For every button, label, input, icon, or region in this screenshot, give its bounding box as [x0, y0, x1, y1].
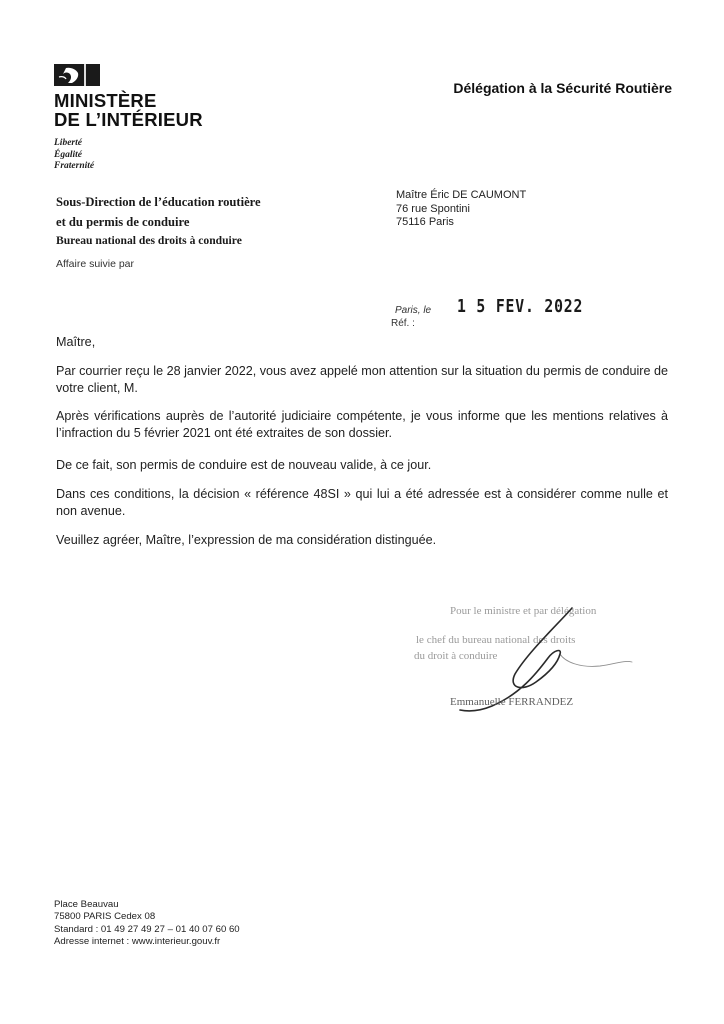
- signature-line-3: du droit à conduire: [414, 650, 498, 662]
- republic-motto: [54, 138, 94, 173]
- paragraph-2-text: Après vérifications auprès de l’autorité judiciaire compétente, je vous informe que les mentions relatives à l’infraction du 5 février 2021 ont été extraites de son dossier.: [56, 409, 668, 440]
- footer-line-3: Standard : 01 49 27 49 27 – 01 40 07 60 60: [54, 923, 240, 935]
- paragraph-1: [56, 363, 668, 396]
- sender-line-1: Sous-Direction de l’éducation routière: [56, 195, 261, 209]
- motto-liberte: Liberté: [54, 138, 82, 148]
- footer-address: [54, 899, 240, 948]
- salutation: [56, 334, 668, 351]
- sender-department: [56, 192, 261, 250]
- recipient-name: Maître Éric DE CAUMONT: [396, 189, 527, 201]
- salutation-text: Maître,: [56, 335, 96, 349]
- ministry-name: [54, 91, 203, 129]
- ministry-line-1: MINISTÈRE: [54, 90, 157, 111]
- footer-line-4: Adresse internet : www.interieur.gouv.fr: [54, 935, 221, 947]
- motto-fraternite: Fraternité: [54, 161, 95, 171]
- ministry-line-2: DE L’INTÉRIEUR: [54, 109, 203, 130]
- date-city-label: Paris, le: [395, 305, 432, 316]
- footer-line-2: 75800 PARIS Cedex 08: [54, 911, 156, 923]
- sender-line-3: Bureau national des droits à conduire: [56, 234, 242, 247]
- closing-text: Veuillez agréer, Maître, l’expression de ma considération distinguée.: [56, 533, 437, 547]
- paragraph-1-text: Par courrier reçu le 28 janvier 2022, vous avez appelé mon attention sur la situation du permis de conduire de votre client, M.: [56, 364, 668, 395]
- signature-line-2: le chef du bureau national des droits: [416, 634, 576, 646]
- delegation-title: Délégation à la Sécurité Routière: [453, 80, 672, 96]
- paragraph-2: [56, 408, 668, 441]
- date-stamp: 1 5 FEV. 2022: [457, 296, 584, 317]
- recipient-city: 75116 Paris: [396, 216, 454, 229]
- paragraph-3: [56, 457, 668, 474]
- motto-egalite: Égalité: [54, 149, 82, 160]
- sender-line-2: et du permis de conduire: [56, 215, 190, 229]
- paragraph-3-text: De ce fait, son permis de conduire est de nouveau valide, à ce jour.: [56, 458, 432, 472]
- reference-label: Réf. :: [391, 318, 415, 329]
- paragraph-closing: [56, 532, 668, 549]
- paragraph-4: [56, 486, 668, 519]
- paragraph-4-text: Dans ces conditions, la décision « référence 48SI » qui lui a été adressée est à considérer comme nulle et non avenue.: [56, 487, 668, 518]
- affaire-suivie-label: Affaire suivie par: [56, 258, 135, 270]
- marianne-logo-icon: [54, 64, 100, 86]
- recipient-street: 76 rue Spontini: [396, 202, 470, 215]
- signature-block: [410, 592, 650, 722]
- signature-line-1: Pour le ministre et par délégation: [450, 605, 597, 617]
- footer-line-1: Place Beauvau: [54, 899, 119, 910]
- signatory-name: Emmanuelle FERRANDEZ: [450, 696, 574, 708]
- recipient-address: [396, 189, 526, 230]
